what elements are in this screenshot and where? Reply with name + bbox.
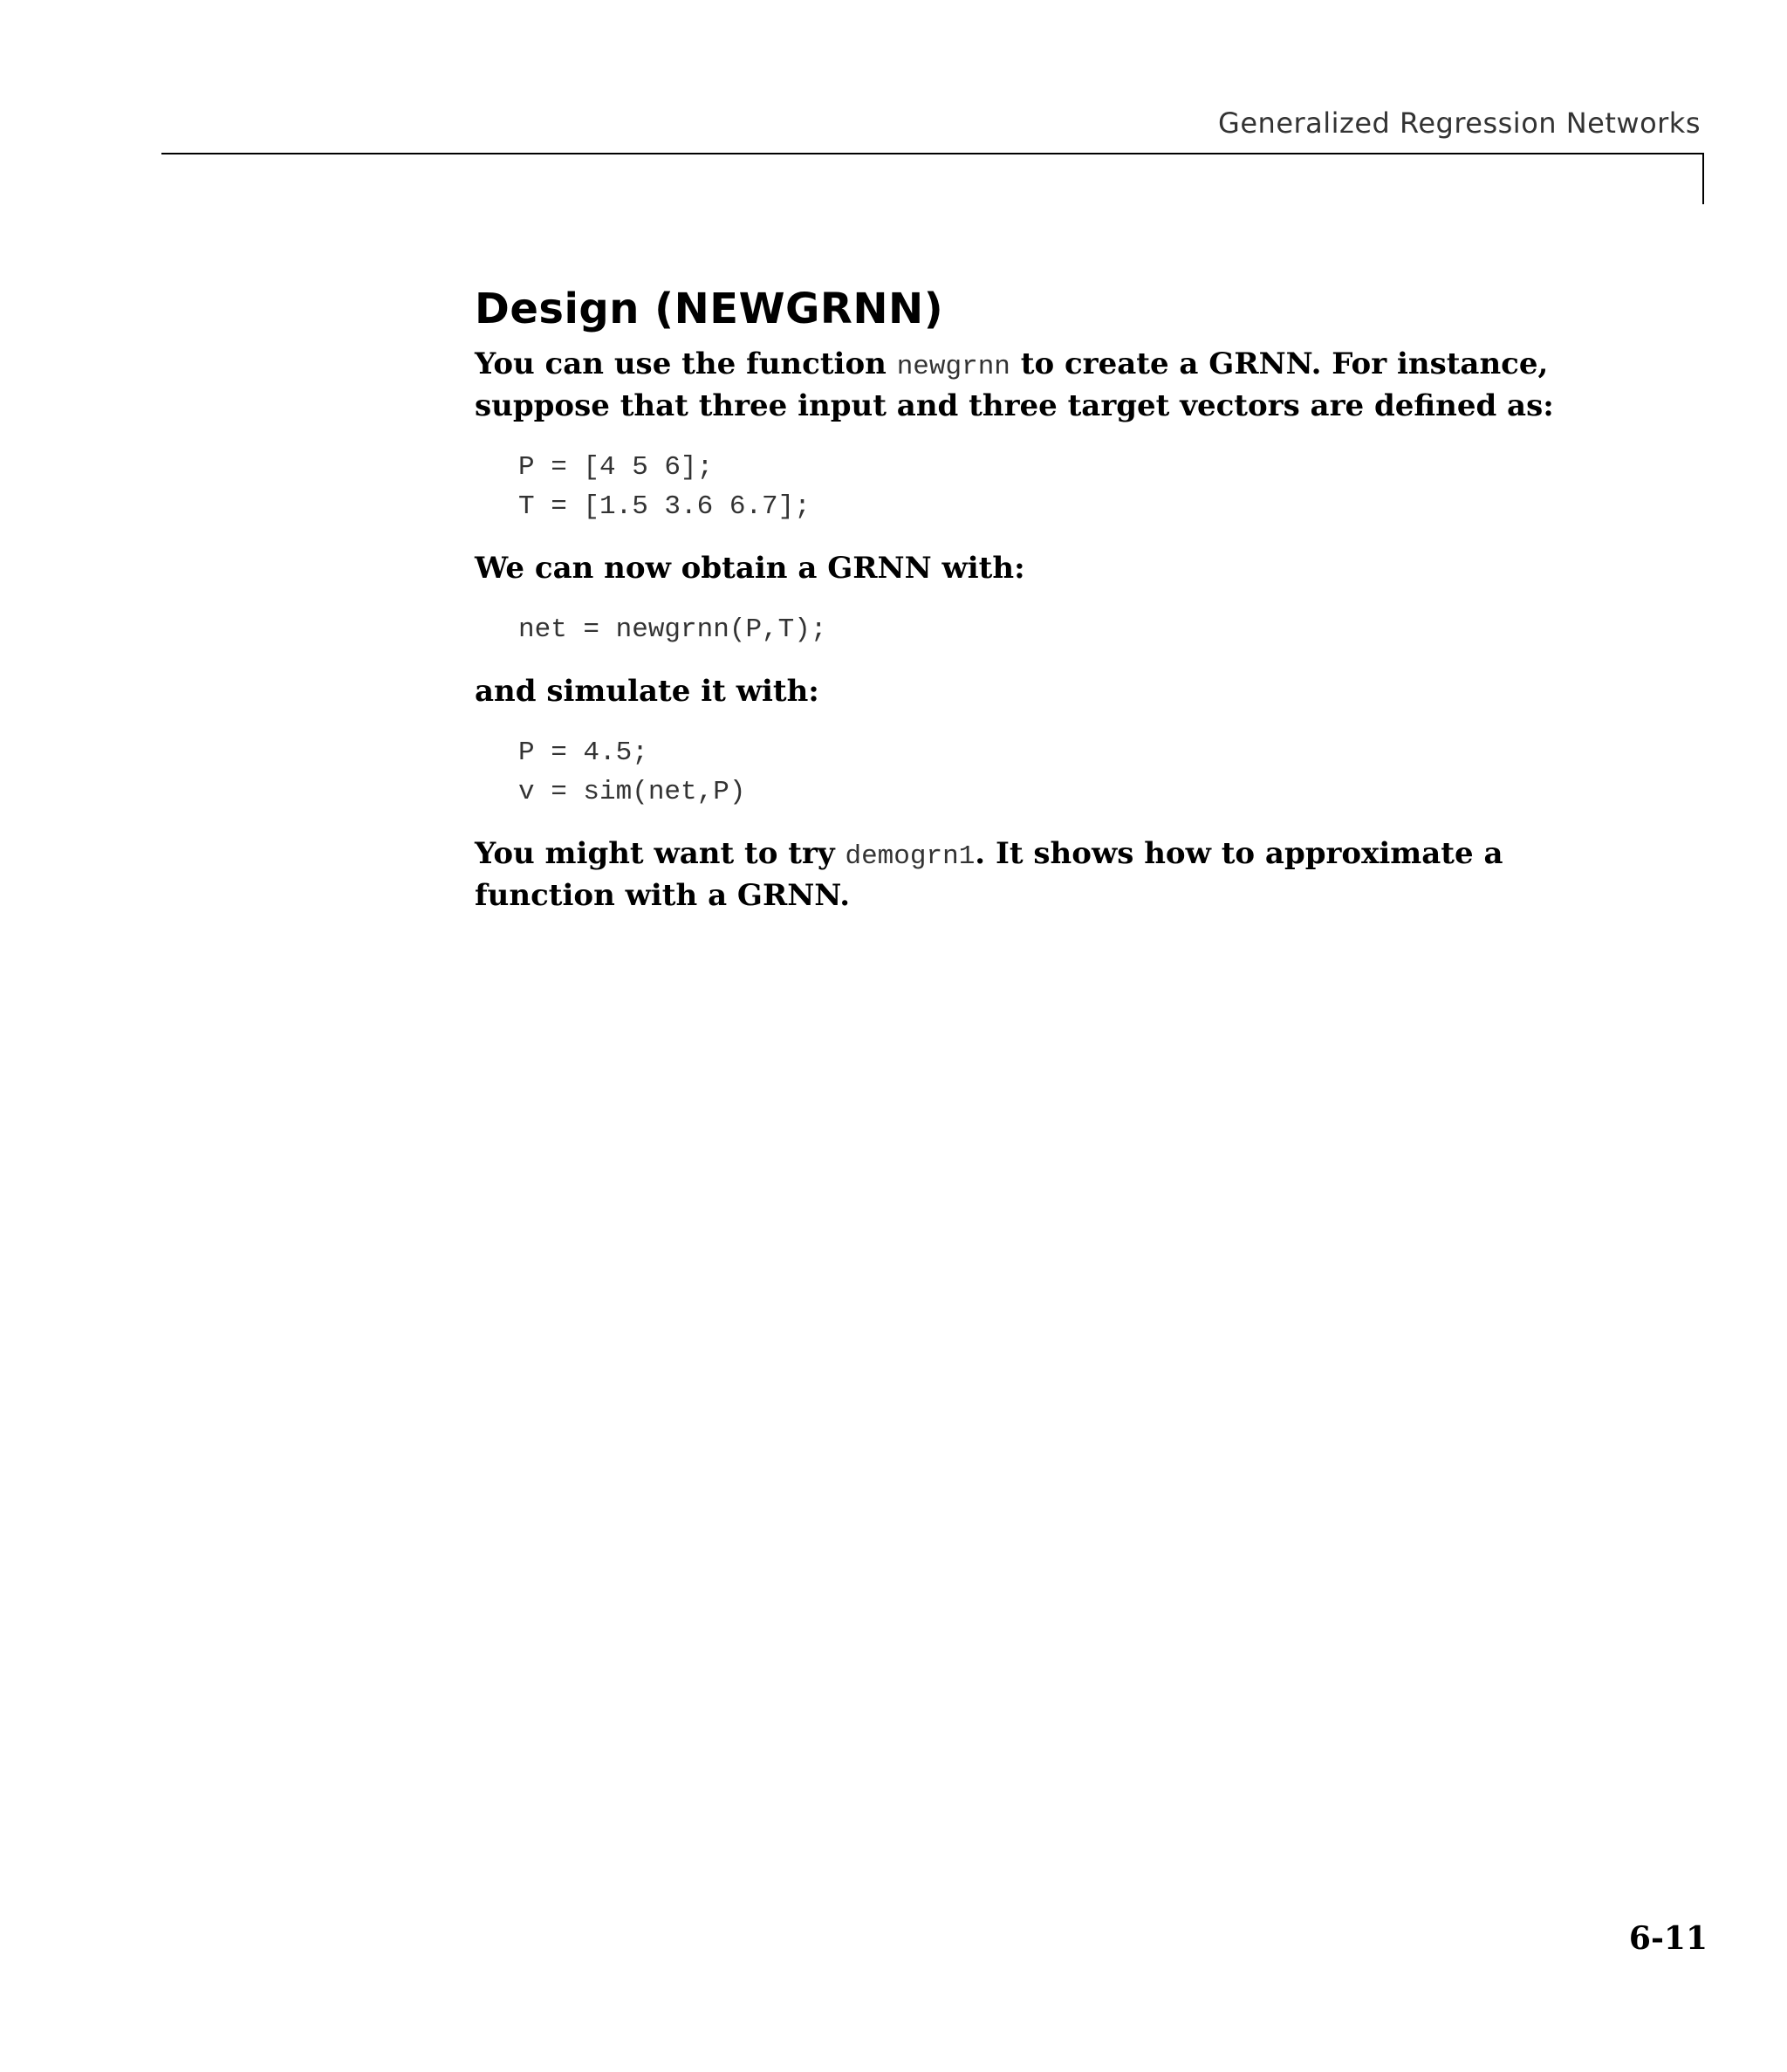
code-block-simulate — [518, 733, 1635, 812]
header-rule-tick — [1702, 153, 1704, 204]
page-content — [475, 284, 1635, 915]
obtain-grnn-paragraph: We can now obtain a GRNN with: — [475, 551, 1025, 586]
simulate-paragraph: and simulate it with: — [475, 674, 819, 709]
header-rule — [161, 153, 1704, 154]
code-block-vectors — [518, 448, 1635, 526]
intro-paragraph — [475, 345, 1635, 425]
inline-code-newgrnn: newgrnn — [896, 352, 1010, 382]
inline-code-demogrn1: demogrn1 — [845, 841, 976, 872]
demo-paragraph — [475, 834, 1635, 915]
intro-text-start: You can use the function — [475, 346, 897, 381]
code-line: P = [4 5 6]; — [518, 452, 714, 483]
demo-text-end: . It shows how to approximate a function with a GRNN. — [475, 836, 1503, 913]
page-number: 6-11 — [1628, 1920, 1708, 1957]
code-line: net = newgrnn(P,T); — [518, 614, 827, 645]
code-line: P = 4.5; — [518, 738, 648, 768]
demo-text-start: You might want to try — [475, 836, 846, 871]
section-title: Design (NEWGRNN) — [475, 285, 944, 333]
code-line: T = [1.5 3.6 6.7]; — [518, 491, 811, 522]
intro-text-end: to create a GRNN. For instance, suppose that three input and three target vectors are defined as: — [475, 346, 1554, 423]
code-line: v = sim(net,P) — [518, 777, 746, 807]
running-header-title: Generalized Regression Networks — [1218, 106, 1701, 140]
code-block-create — [518, 610, 1635, 649]
